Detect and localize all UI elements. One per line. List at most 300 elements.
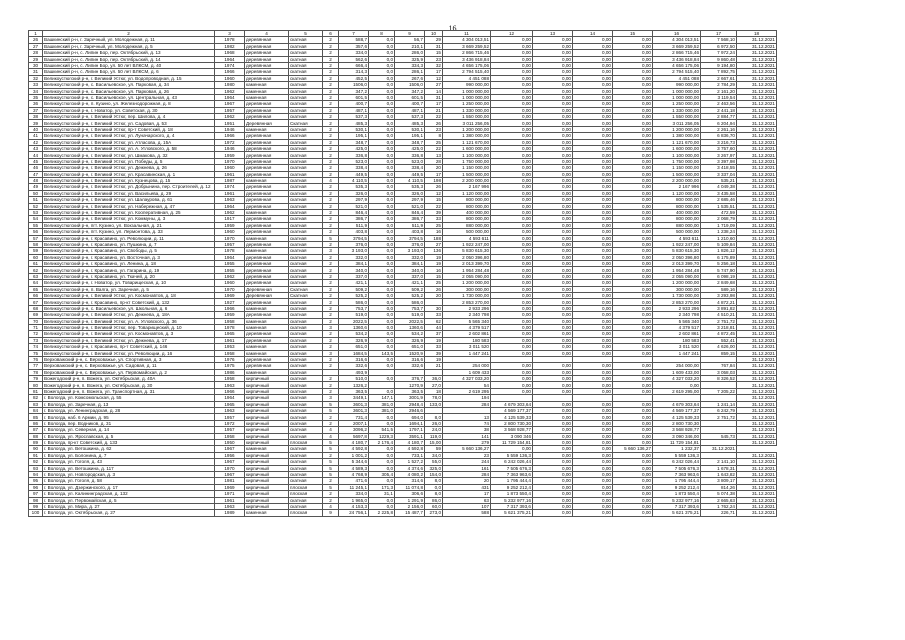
- table-cell: 4 593 611: [653, 235, 701, 241]
- table-cell: 31.12.2021: [737, 152, 777, 158]
- table-cell: 0,0: [369, 293, 395, 299]
- table-cell: 0,0: [369, 465, 395, 471]
- table-cell: 0,00: [573, 190, 613, 196]
- table-cell: 0,0: [369, 82, 395, 88]
- table-cell: 0,00: [491, 197, 533, 203]
- table-cell: 5 747,90: [701, 267, 737, 273]
- table-cell: 141: [443, 433, 491, 439]
- table-cell: 0,00: [613, 152, 653, 158]
- table-cell: 2: [323, 299, 339, 305]
- table-cell: скатная: [289, 350, 323, 356]
- table-cell: 326,0: [339, 190, 369, 196]
- table-cell: 326,9: [339, 337, 369, 343]
- table-cell: 1962: [215, 209, 245, 215]
- table-cell: 534,2: [395, 331, 425, 337]
- table-cell: кирпичный: [245, 459, 289, 465]
- table-cell: 1 200 000,00: [443, 280, 491, 286]
- table-cell: скатная: [289, 158, 323, 164]
- table-cell: 2: [323, 190, 339, 196]
- table-cell: 286,0: [395, 50, 425, 56]
- table-cell: 2 800 730,30: [491, 420, 533, 426]
- table-cell: 8 326,52: [701, 376, 737, 382]
- table-cell: 31.12.2021: [737, 158, 777, 164]
- table-cell: скатная: [289, 465, 323, 471]
- table-cell: 0,00: [613, 427, 653, 433]
- table-cell: 34: [29, 88, 43, 94]
- table-cell: 0,00: [573, 216, 613, 222]
- table-cell: 471,6: [339, 478, 369, 484]
- table-cell: 535,3: [395, 184, 425, 190]
- table-cell: 523,0: [339, 158, 369, 164]
- table-cell: 95: [29, 478, 43, 484]
- table-cell: скатная: [289, 190, 323, 196]
- table-cell: 11 729 154,81: [491, 440, 533, 446]
- table-cell: 384,1: [339, 261, 369, 267]
- table-cell: 1927: [215, 299, 245, 305]
- table-cell: деревянная: [245, 101, 289, 107]
- table-cell: 1959: [215, 222, 245, 228]
- table-cell: скатная: [289, 414, 323, 420]
- table-cell: 1 238,24: [701, 229, 737, 235]
- table-cell: 0,00: [491, 165, 533, 171]
- table-cell: 4 679 303,64: [653, 401, 701, 407]
- table-cell: скатная: [289, 369, 323, 375]
- table-cell: 0,00: [573, 427, 613, 433]
- table-cell: 2: [323, 388, 339, 394]
- table-cell: скатная: [289, 82, 323, 88]
- table-cell: 0,0: [369, 114, 395, 120]
- table-cell: Великоустюгский р-н, г. Красавино, пр-кт Советский, д. 132: [43, 299, 215, 305]
- table-cell: 74: [29, 344, 43, 350]
- table-cell: 0,00: [613, 133, 653, 139]
- table-cell: 93: [29, 465, 43, 471]
- table-cell: 2: [323, 120, 339, 126]
- table-cell: 5 660 136,27: [443, 446, 491, 452]
- table-cell: 31.12.2021: [737, 503, 777, 509]
- table-cell: 4 593 611: [443, 235, 491, 241]
- table-cell: 2: [323, 50, 339, 56]
- table-cell: 0,0: [369, 50, 395, 56]
- table-cell: 31.12.2021: [737, 43, 777, 49]
- table-cell: 27,0: [425, 382, 443, 388]
- table-cell: 1 922 247,00: [443, 241, 491, 247]
- table-cell: 198: [425, 177, 443, 183]
- table-cell: 89: [29, 440, 43, 446]
- table-cell: 334,0: [339, 491, 369, 497]
- table-cell: 12: [425, 75, 443, 81]
- table-cell: 171,3: [369, 484, 395, 490]
- table-cell: 1 291,9: [395, 497, 425, 503]
- table-cell: кирпичный: [245, 420, 289, 426]
- table-cell: Великоустюгский р-н, с. Васильевское, ул. Парковая, д. 34: [43, 82, 215, 88]
- table-cell: 37: [29, 107, 43, 113]
- table-cell: г. Вологда, ул. Заречная, д. 13: [43, 401, 215, 407]
- table-cell: 1946: [215, 126, 245, 132]
- table-cell: 0,00: [573, 114, 613, 120]
- column-header-9: 9: [395, 31, 425, 37]
- table-cell: 0,00: [491, 446, 533, 452]
- table-cell: 2 200 000,00: [443, 177, 491, 183]
- table-cell: 1 150 000,00: [653, 165, 701, 171]
- table-cell: кирпичный: [245, 465, 289, 471]
- table-cell: 31.12.2021: [737, 69, 777, 75]
- table-cell: 1963: [215, 197, 245, 203]
- table-cell: 23: [425, 56, 443, 62]
- table-cell: 0,00: [573, 286, 613, 292]
- table-cell: 136: [425, 248, 443, 254]
- table-cell: 500 000,00: [443, 229, 491, 235]
- table-cell: 5 621 375,21: [491, 510, 533, 516]
- table-cell: 0,00: [573, 433, 613, 439]
- table-cell: 846,4: [395, 209, 425, 215]
- table-cell: 1 380 000,00: [653, 133, 701, 139]
- table-cell: 55: [29, 222, 43, 228]
- table-cell: 43: [29, 146, 43, 152]
- table-cell: 58: [29, 241, 43, 247]
- table-cell: 5 559 136,3: [491, 452, 533, 458]
- table-cell: 0,00: [613, 324, 653, 330]
- table-cell: 0,00: [533, 452, 573, 458]
- table-cell: 525,2: [339, 293, 369, 299]
- table-cell: г. Вологда, ул. Ветошкина, д. 62: [43, 446, 215, 452]
- table-cell: 31.12.2021: [737, 267, 777, 273]
- table-cell: 4 679 303,64: [491, 401, 533, 407]
- table-cell: 337,0: [339, 273, 369, 279]
- table-cell: 0,0: [369, 209, 395, 215]
- table-cell: 36,0: [425, 376, 443, 382]
- table-cell: 1694,1: [395, 420, 425, 426]
- table-body: [29, 37, 777, 516]
- table-cell: 425,0: [395, 146, 425, 152]
- table-cell: 400,7: [395, 101, 425, 107]
- table-cell: 6 242 026,44: [653, 459, 701, 465]
- table-cell: 1964: [215, 395, 245, 401]
- table-cell: 1 100 000,00: [443, 152, 491, 158]
- table-cell: 0,0: [369, 459, 395, 465]
- table-cell: 846,4: [339, 209, 369, 215]
- table-cell: 54: [29, 216, 43, 222]
- table-cell: 1966: [215, 69, 245, 75]
- table-cell: 0,00: [573, 369, 613, 375]
- table-cell: скатная: [289, 446, 323, 452]
- table-cell: 0,0: [369, 165, 395, 171]
- table-cell: 2 167 996: [443, 184, 491, 190]
- table-cell: 400 000,00: [443, 209, 491, 215]
- table-cell: 0,00: [613, 267, 653, 273]
- table-cell: 16: [425, 229, 443, 235]
- table-cell: 1957: [215, 414, 245, 420]
- table-cell: 2 619 295: [443, 388, 491, 394]
- table-cell: 31.12.2021: [737, 120, 777, 126]
- table-cell: 1 250 000,00: [443, 101, 491, 107]
- table-cell: 2: [323, 216, 339, 222]
- table-cell: 55,0: [425, 459, 443, 465]
- table-cell: 0,0: [369, 177, 395, 183]
- table-cell: каменная: [245, 248, 289, 254]
- table-cell: 80: [29, 382, 43, 388]
- table-cell: г. Вологда, ул. Северная, д. 14: [43, 427, 215, 433]
- table-cell: 0,00: [533, 293, 573, 299]
- table-cell: 300 000,00: [443, 286, 491, 292]
- table-cell: 2: [323, 254, 339, 260]
- table-cell: 7 317 393,6: [491, 503, 533, 509]
- table-cell: г. Вологда, ул. Мира, д. 27: [43, 503, 215, 509]
- table-cell: 1965: [215, 331, 245, 337]
- table-cell: 0,00: [533, 107, 573, 113]
- table-cell: 400,7: [339, 101, 369, 107]
- table-cell: скатная: [289, 312, 323, 318]
- table-cell: 0,00: [613, 478, 653, 484]
- table-cell: 284: [443, 471, 491, 477]
- table-cell: г. Вологда, ул. Дзержинского, д. 17: [43, 484, 215, 490]
- table-cell: 31.12.2021: [737, 280, 777, 286]
- table-cell: 2 619 295,00: [653, 388, 701, 394]
- table-cell: 8: [425, 133, 443, 139]
- table-cell: 1917: [215, 216, 245, 222]
- table-cell: 2: [323, 312, 339, 318]
- table-cell: 0,0: [369, 305, 395, 311]
- table-cell: 267,6: [395, 75, 425, 81]
- table-cell: 0,00: [613, 56, 653, 62]
- table-cell: 4: [323, 177, 339, 183]
- table-cell: 0,00: [491, 101, 533, 107]
- table-cell: каменная: [245, 305, 289, 311]
- table-cell: 25: [425, 280, 443, 286]
- table-cell: Вожегодский р-н, п. Вожега, ул. Октябрьская, д. 40А: [43, 376, 215, 382]
- table-cell: 376,0: [395, 241, 425, 247]
- table-cell: 0,00: [573, 254, 613, 260]
- table-cell: 42: [29, 139, 43, 145]
- table-cell: 13: [425, 152, 443, 158]
- table-cell: 4: [323, 433, 339, 439]
- table-cell: 800 000,00: [443, 216, 491, 222]
- table-cell: 31.12.2021: [737, 324, 777, 330]
- table-cell: 0,0: [369, 344, 395, 350]
- table-cell: 0,0: [369, 158, 395, 164]
- table-cell: 6 242,79: [701, 408, 737, 414]
- table-cell: 31.12.2021: [737, 465, 777, 471]
- table-cell: 0,00: [533, 433, 573, 439]
- table-cell: 11 729 154,81: [653, 440, 701, 446]
- table-cell: 0,0: [369, 126, 395, 132]
- table-cell: 1 826,12: [701, 248, 737, 254]
- table-cell: Скатная: [289, 286, 323, 292]
- table-cell: 0,0: [369, 184, 395, 190]
- table-cell: 586,0: [339, 299, 369, 305]
- table-cell: 0,00: [613, 184, 653, 190]
- table-cell: 31.12.2021: [737, 190, 777, 196]
- table-cell: 0,0: [369, 286, 395, 292]
- table-cell: 0,00: [533, 203, 573, 209]
- table-cell: 1966: [215, 133, 245, 139]
- table-cell: 15: [425, 50, 443, 56]
- table-cell: 2 261,16: [701, 126, 737, 132]
- table-cell: деревянная: [245, 171, 289, 177]
- table-cell: 33: [425, 344, 443, 350]
- table-cell: 0,00: [533, 56, 573, 62]
- table-cell: г. Вологда, пер. Водников, д. 31: [43, 420, 215, 426]
- table-cell: 0,0: [369, 37, 395, 43]
- table-cell: 31.12.2021: [737, 395, 777, 401]
- table-cell: 0,00: [573, 503, 613, 509]
- table-cell: 336,8: [395, 152, 425, 158]
- table-cell: Великоустюгский р-н, г. Новатор, ул. Товарищеская, д. 10: [43, 280, 215, 286]
- table-cell: 27: [425, 82, 443, 88]
- table-cell: 31.12.2021: [737, 216, 777, 222]
- table-cell: 33: [425, 216, 443, 222]
- table-cell: 4 374,6: [395, 465, 425, 471]
- table-cell: 31.12.2021: [737, 139, 777, 145]
- table-cell: Деревянная: [245, 286, 289, 292]
- table-cell: 2 441,18: [701, 107, 737, 113]
- table-cell: 0,00: [491, 229, 533, 235]
- table-cell: 0,00: [491, 293, 533, 299]
- table-cell: деревянная: [245, 337, 289, 343]
- table-cell: 733,1: [395, 452, 425, 458]
- table-cell: скатная: [289, 503, 323, 509]
- table-cell: 48: [29, 177, 43, 183]
- table-cell: 1 120 000,00: [443, 190, 491, 196]
- table-cell: 0,00: [491, 318, 533, 324]
- table-cell: 19: [425, 337, 443, 343]
- table-cell: 57: [29, 235, 43, 241]
- table-cell: 3001,9: [395, 395, 425, 401]
- table-cell: г. Вологда, ул. Первомайская, д. 5: [43, 497, 215, 503]
- table-cell: 601,5: [339, 94, 369, 100]
- table-cell: 0,00: [491, 273, 533, 279]
- table-cell: 0,00: [613, 440, 653, 446]
- table-cell: 1270,9: [395, 382, 425, 388]
- table-cell: 0,00: [613, 312, 653, 318]
- table-cell: 2: [323, 133, 339, 139]
- table-cell: 1326,2: [339, 382, 369, 388]
- table-cell: 334,0: [339, 50, 369, 56]
- table-cell: 0,00: [533, 484, 573, 490]
- table-cell: 0,00: [613, 337, 653, 343]
- table-cell: 1963: [215, 382, 245, 388]
- table-cell: 39: [425, 209, 443, 215]
- table-cell: 0,00: [533, 254, 573, 260]
- table-cell: 5: [323, 408, 339, 414]
- table-cell: 3 436 918,84: [653, 56, 701, 62]
- table-cell: 0,00: [573, 382, 613, 388]
- table-cell: 77: [29, 363, 43, 369]
- table-cell: 49: [29, 184, 43, 190]
- table-cell: кирпичный: [245, 376, 289, 382]
- table-cell: 651,0: [339, 344, 369, 350]
- table-cell: 1967: [215, 446, 245, 452]
- table-cell: 0,00: [613, 503, 653, 509]
- table-cell: 1 330 000,00: [653, 107, 701, 113]
- table-cell: 0,00: [573, 146, 613, 152]
- table-cell: 545,73: [701, 433, 737, 439]
- table-cell: 4 304 013,51: [653, 37, 701, 43]
- table-cell: 5 660 136,27: [613, 446, 653, 452]
- table-cell: 601,5: [395, 94, 425, 100]
- table-cell: 3794,5: [395, 235, 425, 241]
- table-cell: скатная: [289, 382, 323, 388]
- table-cell: 8,0: [425, 414, 443, 420]
- table-cell: 0,00: [491, 56, 533, 62]
- table-cell: 731,4: [339, 414, 369, 420]
- table-cell: 4 510,21: [701, 312, 737, 318]
- table-cell: 2: [323, 414, 339, 420]
- table-cell: 4 180,7: [339, 440, 369, 446]
- table-cell: Великоустюгский р-н, г. Красавино, ул. Революции, д. 11: [43, 235, 215, 241]
- table-cell: 0,00: [573, 312, 613, 318]
- table-cell: 1 500 000,00: [443, 171, 491, 177]
- table-cell: 0,00: [533, 177, 573, 183]
- table-cell: 9: [323, 510, 339, 516]
- table-cell: 2: [323, 107, 339, 113]
- table-cell: 2: [323, 337, 339, 343]
- table-cell: 347,2: [339, 88, 369, 94]
- table-cell: 31.12.2021: [737, 376, 777, 382]
- table-cell: 0,00: [573, 133, 613, 139]
- table-cell: кирпичный: [245, 433, 289, 439]
- table-cell: 0,00: [533, 414, 573, 420]
- table-cell: 2 068,79: [701, 216, 737, 222]
- table-cell: 0,00: [613, 69, 653, 75]
- table-cell: скатная: [289, 235, 323, 241]
- table-cell: 31.12.2021: [737, 261, 777, 267]
- table-cell: 0,00: [533, 146, 573, 152]
- table-cell: 31.12.2021: [737, 88, 777, 94]
- table-cell: 0,00: [533, 503, 573, 509]
- table-cell: 0,00: [533, 446, 573, 452]
- table-cell: 0,0: [369, 318, 395, 324]
- table-cell: 1 600 000,00: [443, 146, 491, 152]
- table-cell: 0,00: [533, 312, 573, 318]
- column-header-10: 10: [425, 31, 443, 37]
- table-cell: 30: [29, 62, 43, 68]
- table-cell: 0,0: [425, 484, 443, 490]
- table-cell: 0,00: [613, 209, 653, 215]
- table-cell: 0,00: [533, 248, 573, 254]
- table-cell: 2: [323, 229, 339, 235]
- table-cell: 0,00: [653, 382, 701, 388]
- table-cell: 0,0: [369, 203, 395, 209]
- table-cell: 31.12.2021: [737, 293, 777, 299]
- table-cell: 588,7: [339, 37, 369, 43]
- table-cell: кирпичный: [245, 478, 289, 484]
- table-cell: 0,00: [613, 286, 653, 292]
- table-cell: 0,00: [573, 235, 613, 241]
- table-cell: Великоустюгский р-н, г. Великий Устюг, ул. Шмакова, д. 32: [43, 152, 215, 158]
- table-cell: 386,7: [395, 216, 425, 222]
- table-cell: 0,00: [533, 286, 573, 292]
- table-cell: 2: [323, 420, 339, 426]
- table-cell: 0,00: [533, 420, 573, 426]
- table-cell: г. Вологда, ул. Комсомольская, д. 55: [43, 395, 215, 401]
- table-cell: 2 013 399,70: [653, 261, 701, 267]
- table-cell: 403,8: [395, 229, 425, 235]
- table-cell: 1956: [215, 452, 245, 458]
- table-cell: 1955: [215, 261, 245, 267]
- table-cell: 1960: [215, 75, 245, 81]
- table-cell: 4 592,8: [395, 446, 425, 452]
- table-cell: 348,7: [395, 139, 425, 145]
- table-cell: 0,00: [573, 62, 613, 68]
- housing-repair-table: [28, 30, 777, 517]
- table-cell: 2 602 861: [443, 331, 491, 337]
- table-cell: 3 011 520: [443, 344, 491, 350]
- table-cell: Великоустюгский р-н, г. Великий Устюг, ул. Космонавтов, д. 18: [43, 293, 215, 299]
- table-cell: 2: [323, 203, 339, 209]
- table-cell: 2 667,61: [701, 75, 737, 81]
- table-cell: 0,0: [369, 337, 395, 343]
- table-cell: 0,00: [533, 510, 573, 516]
